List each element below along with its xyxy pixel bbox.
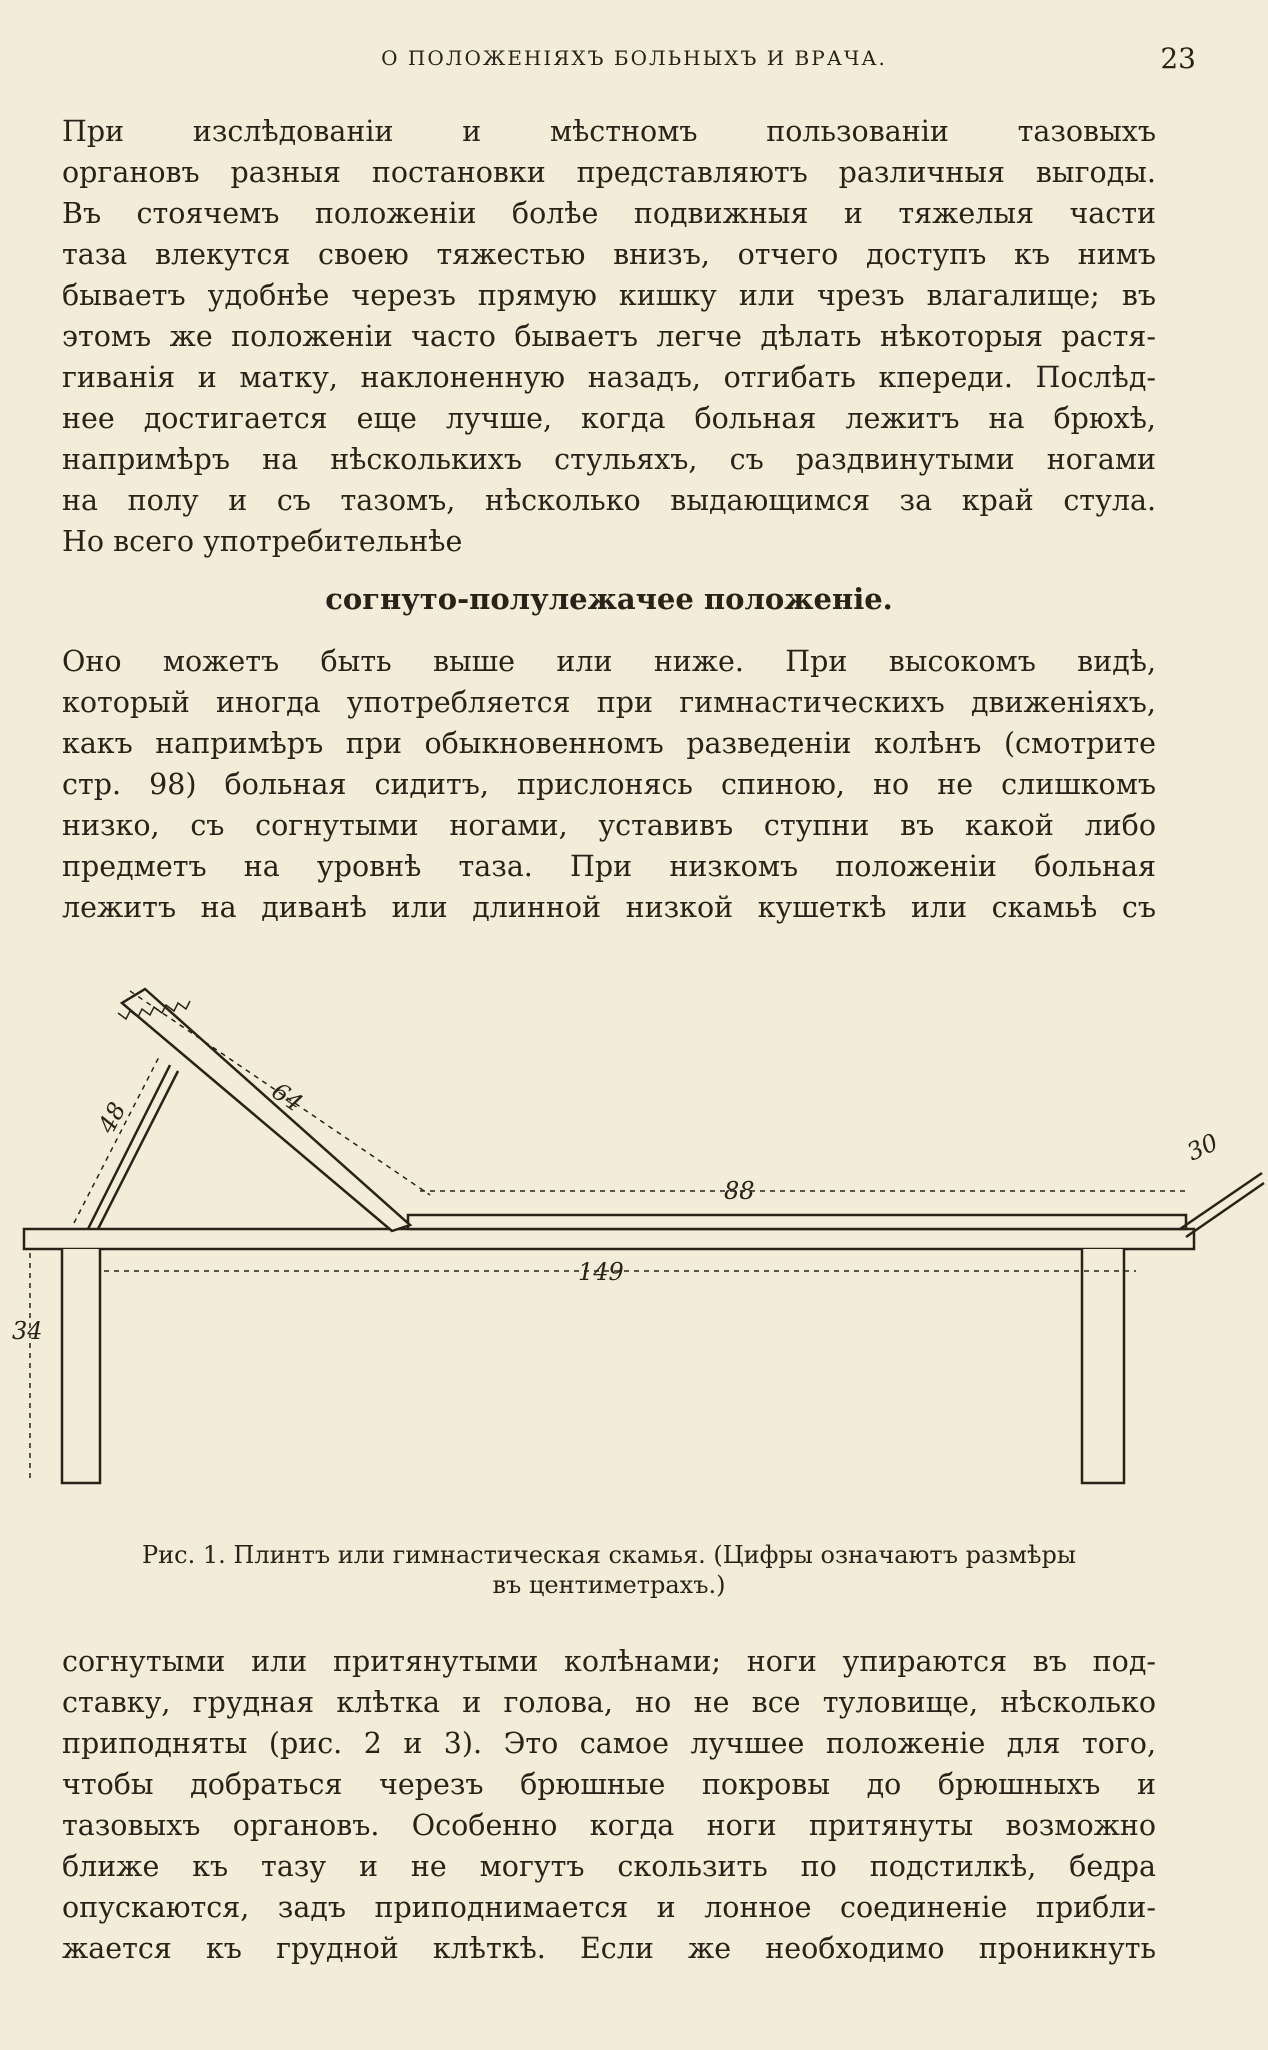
text-line: гиванія и матку, наклоненную назадъ, отгибать кпереди. Послѣд-	[62, 361, 1156, 394]
caption-line: Рис. 1. Плинтъ или гимнастическая скамья. (Цифры означаютъ размѣры	[142, 1541, 1076, 1569]
text-line: органовъ разныя постановки представляютъ различныя выгоды.	[62, 156, 1156, 189]
text-line: согнутыми или притянутыми колѣнами; ноги упираются въ под-	[62, 1645, 1156, 1678]
support-strut-edge	[98, 1071, 178, 1229]
text-line: жается къ грудной клѣткѣ. Если же необходимо проникнуть	[62, 1932, 1156, 1965]
text-line: этомъ же положеніи часто бываетъ легче дѣлать нѣкоторыя растя-	[62, 320, 1156, 353]
text-line: лежитъ на диванѣ или длинной низкой кушеткѣ или скамьѣ съ	[62, 891, 1156, 924]
dimension-label-height: 34	[12, 1317, 43, 1345]
text-line: опускаются, задъ приподнимается и лонное соединеніе прибли-	[62, 1891, 1156, 1924]
foot-rest	[1180, 1173, 1262, 1229]
caption-line: въ центиметрахъ.)	[492, 1571, 726, 1599]
dimension-label-total: 149	[578, 1258, 624, 1286]
bench-leg-right	[1082, 1249, 1124, 1483]
text-line: приподняты (рис. 2 и 3). Это самое лучшее положеніе для того,	[62, 1727, 1156, 1760]
text-line: Въ стоячемъ положеніи болѣе подвижныя и тяжелыя части	[62, 197, 1156, 230]
text-line: какъ напримѣръ при обыкновенномъ разведеніи колѣнъ (смотрите	[62, 727, 1156, 760]
text-line: Но всего употребительнѣе	[62, 525, 463, 558]
running-title: О ПОЛОЖЕНІЯХЪ БОЛЬНЫХЪ И ВРАЧА.	[381, 46, 887, 70]
bench-top	[24, 1229, 1194, 1249]
text-line: чтобы добраться черезъ брюшные покровы до брюшныхъ и	[62, 1768, 1156, 1801]
dimension-line-support	[74, 1055, 160, 1223]
page-number: 23	[1160, 42, 1196, 75]
bench-figure	[0, 985, 1268, 1505]
dimension-label-support: 48	[92, 1097, 132, 1138]
dimension-label-seat: 88	[724, 1177, 755, 1205]
text-line: тазовыхъ органовъ. Особенно когда ноги притянуты возможно	[62, 1809, 1156, 1842]
dimension-label-foot-rest: 30	[1182, 1128, 1223, 1167]
text-line: нее достигается еще лучше, когда больная лежитъ на брюхѣ,	[62, 402, 1156, 435]
section-heading: согнуто-полулежачее положеніе.	[325, 582, 893, 616]
figure-caption	[62, 1540, 1156, 1600]
text-line: который иногда употребляется при гимнастическихъ движеніяхъ,	[62, 686, 1156, 719]
text-line: При изслѣдованіи и мѣстномъ пользованіи тазовыхъ	[62, 115, 1156, 148]
text-line: на полу и съ тазомъ, нѣсколько выдающимся за край стула.	[62, 484, 1156, 517]
text-line: бываетъ удобнѣе черезъ прямую кишку или чрезъ влагалище; въ	[62, 279, 1156, 312]
bench-leg-left	[62, 1249, 100, 1483]
text-line: ближе къ тазу и не могутъ скользить по подстилкѣ, бедра	[62, 1850, 1156, 1883]
text-line: ставку, грудная клѣтка и голова, но не все туловище, нѣсколько	[62, 1686, 1156, 1719]
text-line: стр. 98) больная сидитъ, прислонясь спиною, но не слишкомъ	[62, 768, 1156, 801]
running-head	[62, 42, 1206, 82]
text-line: напримѣръ на нѣсколькихъ стульяхъ, съ раздвинутыми ногами	[62, 443, 1156, 476]
text-line: таза влекутся своею тяжестью внизъ, отчего доступъ къ нимъ	[62, 238, 1156, 271]
text-line: низко, съ согнутыми ногами, уставивъ ступни въ какой либо	[62, 809, 1156, 842]
text-line: предметъ на уровнѣ таза. При низкомъ положеніи больная	[62, 850, 1156, 883]
dimension-label-backrest: 64	[266, 1076, 308, 1118]
seat-cushion	[408, 1215, 1186, 1229]
support-strut	[88, 1065, 170, 1229]
backrest	[122, 989, 410, 1231]
foot-rest-edge	[1186, 1183, 1264, 1237]
text-line: Оно можетъ быть выше или ниже. При высокомъ видѣ,	[62, 645, 1156, 678]
